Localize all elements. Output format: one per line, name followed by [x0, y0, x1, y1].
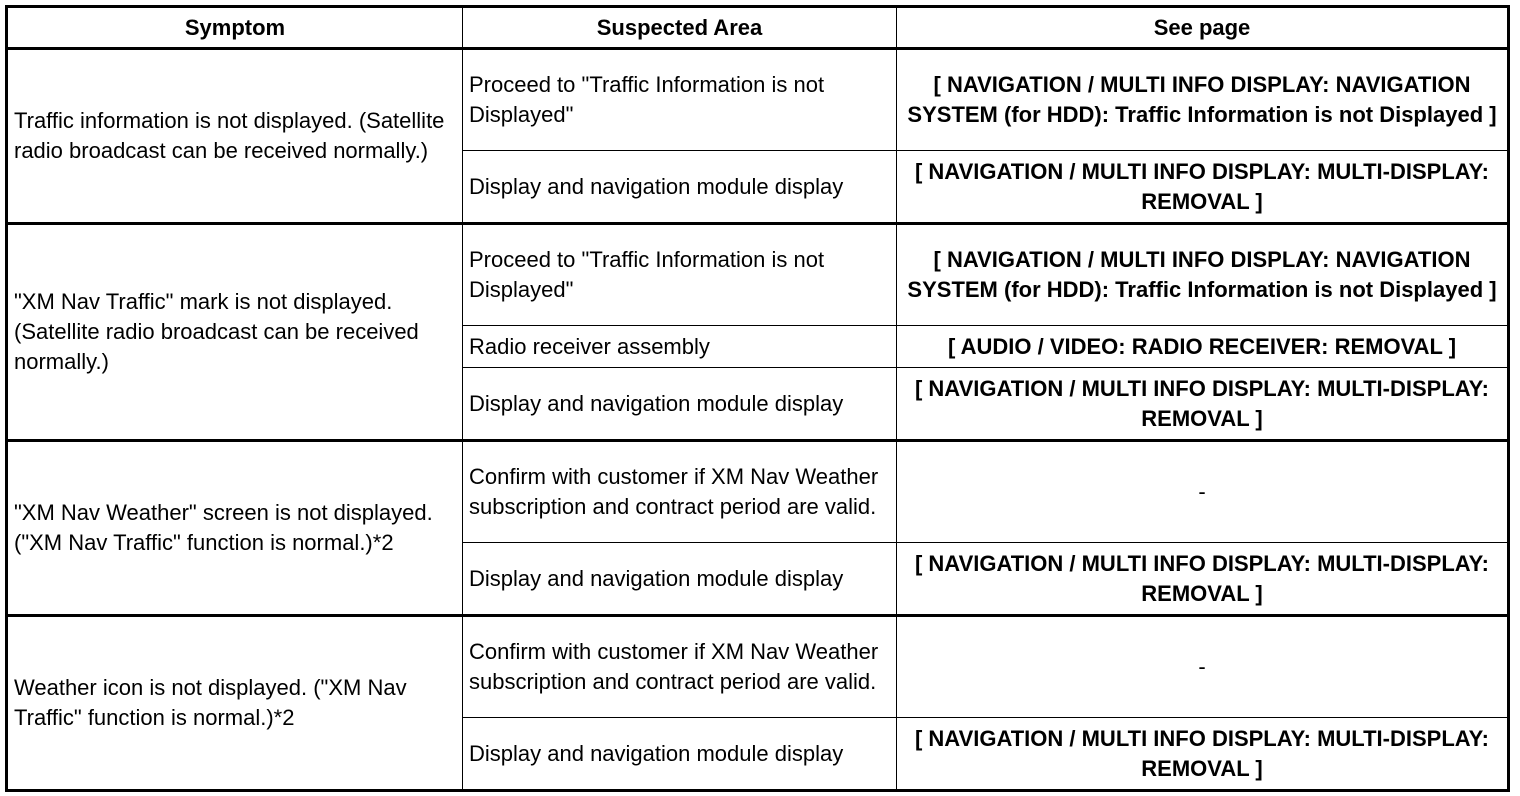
suspected-area-cell: Display and navigation module display [463, 151, 897, 224]
symptom-cell: Traffic information is not displayed. (Satellite radio broadcast can be received normally.) [7, 49, 463, 224]
see-page-link[interactable]: [ NAVIGATION / MULTI INFO DISPLAY: NAVIGATION SYSTEM (for HDD): Traffic Information is not Displayed ] [897, 224, 1509, 326]
see-page-link[interactable]: [ NAVIGATION / MULTI INFO DISPLAY: MULTI-DISPLAY: REMOVAL ] [897, 543, 1509, 616]
suspected-area-cell: Radio receiver assembly [463, 326, 897, 368]
see-page-value: - [897, 616, 1509, 718]
header-symptom: Symptom [7, 7, 463, 49]
header-see-page: See page [897, 7, 1509, 49]
table-row [7, 616, 1509, 718]
see-page-value: - [897, 441, 1509, 543]
see-page-link[interactable]: [ AUDIO / VIDEO: RADIO RECEIVER: REMOVAL ] [897, 326, 1509, 368]
suspected-area-cell: Display and navigation module display [463, 368, 897, 441]
diagnosis-table [5, 5, 1510, 792]
suspected-area-cell: Display and navigation module display [463, 718, 897, 791]
table-row [7, 49, 1509, 151]
header-suspected-area: Suspected Area [463, 7, 897, 49]
suspected-area-cell: Confirm with customer if XM Nav Weather subscription and contract period are valid. [463, 616, 897, 718]
see-page-link[interactable]: [ NAVIGATION / MULTI INFO DISPLAY: MULTI-DISPLAY: REMOVAL ] [897, 718, 1509, 791]
suspected-area-cell: Proceed to "Traffic Information is not Displayed" [463, 49, 897, 151]
suspected-area-cell: Display and navigation module display [463, 543, 897, 616]
see-page-link[interactable]: [ NAVIGATION / MULTI INFO DISPLAY: NAVIGATION SYSTEM (for HDD): Traffic Information is not Displayed ] [897, 49, 1509, 151]
symptom-cell: Weather icon is not displayed. ("XM Nav Traffic" function is normal.)*2 [7, 616, 463, 791]
suspected-area-cell: Proceed to "Traffic Information is not Displayed" [463, 224, 897, 326]
see-page-link[interactable]: [ NAVIGATION / MULTI INFO DISPLAY: MULTI-DISPLAY: REMOVAL ] [897, 368, 1509, 441]
symptom-cell: "XM Nav Traffic" mark is not displayed. (Satellite radio broadcast can be received normally.) [7, 224, 463, 441]
header-row [7, 7, 1509, 49]
suspected-area-cell: Confirm with customer if XM Nav Weather subscription and contract period are valid. [463, 441, 897, 543]
symptom-cell: "XM Nav Weather" screen is not displayed. ("XM Nav Traffic" function is normal.)*2 [7, 441, 463, 616]
see-page-link[interactable]: [ NAVIGATION / MULTI INFO DISPLAY: MULTI-DISPLAY: REMOVAL ] [897, 151, 1509, 224]
table-row [7, 441, 1509, 543]
table-row [7, 224, 1509, 326]
